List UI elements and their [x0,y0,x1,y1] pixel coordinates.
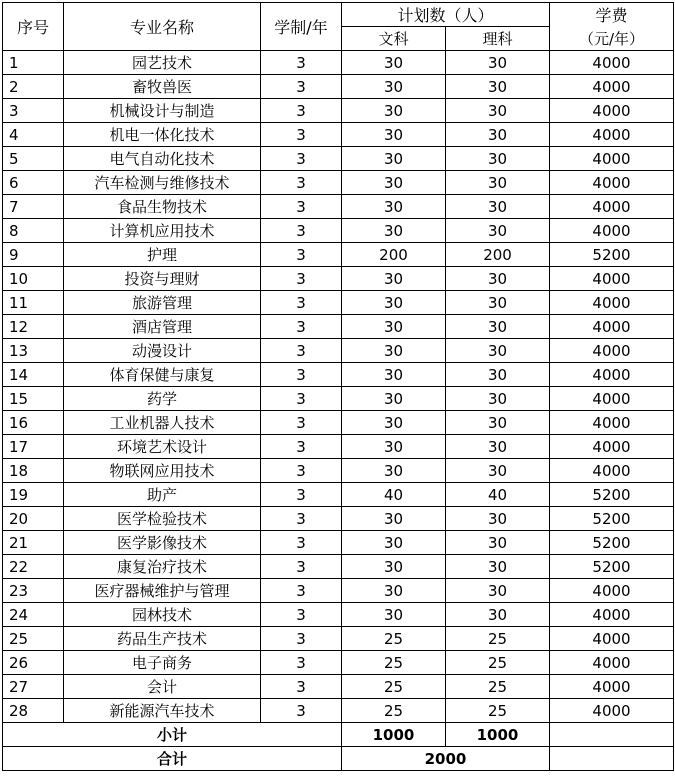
table-row [3,123,674,147]
row-fee: 4000 [550,99,674,123]
table-row [3,243,674,267]
row-fee: 4000 [550,699,674,723]
header-plan-science: 理科 [446,27,550,51]
row-major: 旅游管理 [64,291,261,315]
table-row [3,99,674,123]
row-plan-arts: 30 [342,171,446,195]
header-fee: 学费 [550,3,674,27]
row-fee: 4000 [550,219,674,243]
table-row [3,531,674,555]
row-fee: 4000 [550,195,674,219]
row-plan-science: 30 [446,123,550,147]
row-years: 3 [261,459,342,483]
row-plan-arts: 30 [342,339,446,363]
row-index: 1 [3,51,64,75]
table-header [3,3,674,51]
header-plan: 计划数（人） [342,3,550,27]
row-years: 3 [261,555,342,579]
row-plan-science: 30 [446,291,550,315]
row-years: 3 [261,51,342,75]
row-fee: 4000 [550,75,674,99]
row-major: 电气自动化技术 [64,147,261,171]
row-major: 药学 [64,387,261,411]
row-plan-arts: 25 [342,627,446,651]
row-plan-arts: 30 [342,291,446,315]
table-row [3,627,674,651]
row-plan-science: 30 [446,195,550,219]
row-plan-science: 30 [446,267,550,291]
row-plan-arts: 30 [342,123,446,147]
row-major: 物联网应用技术 [64,459,261,483]
row-index: 8 [3,219,64,243]
table-row [3,267,674,291]
row-fee: 4000 [550,459,674,483]
subtotal-label: 小计 [3,723,342,747]
table-row [3,339,674,363]
row-index: 27 [3,675,64,699]
row-plan-science: 30 [446,387,550,411]
row-years: 3 [261,219,342,243]
row-major: 动漫设计 [64,339,261,363]
row-fee: 5200 [550,507,674,531]
row-years: 3 [261,675,342,699]
row-major: 医学影像技术 [64,531,261,555]
row-index: 7 [3,195,64,219]
row-plan-arts: 30 [342,219,446,243]
row-major: 园林技术 [64,603,261,627]
row-plan-arts: 30 [342,363,446,387]
row-index: 28 [3,699,64,723]
subtotal-row [3,723,674,747]
row-plan-science: 30 [446,579,550,603]
row-major: 医学检验技术 [64,507,261,531]
row-plan-science: 25 [446,627,550,651]
row-plan-science: 30 [446,603,550,627]
row-major: 工业机器人技术 [64,411,261,435]
row-fee: 4000 [550,651,674,675]
row-fee: 4000 [550,147,674,171]
row-index: 10 [3,267,64,291]
row-plan-science: 25 [446,699,550,723]
row-major: 投资与理财 [64,267,261,291]
enrollment-plan-table [2,2,674,771]
table-body [3,51,674,723]
row-plan-arts: 40 [342,483,446,507]
row-plan-science: 30 [446,411,550,435]
row-plan-arts: 30 [342,555,446,579]
row-index: 20 [3,507,64,531]
row-plan-science: 30 [446,435,550,459]
row-plan-arts: 25 [342,699,446,723]
row-years: 3 [261,387,342,411]
row-plan-arts: 25 [342,651,446,675]
row-years: 3 [261,531,342,555]
row-index: 12 [3,315,64,339]
table-row [3,147,674,171]
total-fee-empty [550,747,674,771]
row-index: 14 [3,363,64,387]
row-index: 26 [3,651,64,675]
table-row [3,291,674,315]
row-years: 3 [261,339,342,363]
row-plan-science: 30 [446,171,550,195]
row-major: 环境艺术设计 [64,435,261,459]
subtotal-fee-empty [550,723,674,747]
row-fee: 4000 [550,411,674,435]
row-fee: 4000 [550,387,674,411]
table-row [3,555,674,579]
table-row [3,507,674,531]
subtotal-science: 1000 [446,723,550,747]
row-index: 23 [3,579,64,603]
row-fee: 5200 [550,531,674,555]
row-index: 21 [3,531,64,555]
row-major: 康复治疗技术 [64,555,261,579]
row-years: 3 [261,267,342,291]
table-footer [3,723,674,771]
table-row [3,219,674,243]
row-plan-science: 40 [446,483,550,507]
total-label: 合计 [3,747,342,771]
row-fee: 4000 [550,603,674,627]
row-years: 3 [261,627,342,651]
row-fee: 4000 [550,435,674,459]
table-row [3,699,674,723]
row-plan-arts: 30 [342,147,446,171]
header-major: 专业名称 [64,3,261,51]
row-index: 13 [3,339,64,363]
row-years: 3 [261,75,342,99]
row-years: 3 [261,483,342,507]
row-index: 24 [3,603,64,627]
row-major: 新能源汽车技术 [64,699,261,723]
table-row [3,363,674,387]
table-row [3,651,674,675]
row-years: 3 [261,243,342,267]
row-years: 3 [261,147,342,171]
row-plan-arts: 30 [342,579,446,603]
row-major: 食品生物技术 [64,195,261,219]
row-fee: 4000 [550,171,674,195]
row-years: 3 [261,99,342,123]
row-fee: 4000 [550,579,674,603]
row-plan-science: 30 [446,339,550,363]
row-index: 11 [3,291,64,315]
row-plan-arts: 30 [342,315,446,339]
row-fee: 4000 [550,363,674,387]
row-plan-science: 30 [446,507,550,531]
table-row [3,675,674,699]
row-plan-arts: 25 [342,675,446,699]
row-plan-science: 30 [446,363,550,387]
row-major: 酒店管理 [64,315,261,339]
row-years: 3 [261,291,342,315]
row-plan-science: 30 [446,51,550,75]
row-plan-science: 200 [446,243,550,267]
row-fee: 4000 [550,627,674,651]
table-row [3,387,674,411]
row-plan-arts: 30 [342,531,446,555]
row-fee: 4000 [550,315,674,339]
row-plan-science: 30 [446,99,550,123]
table-row [3,411,674,435]
row-plan-arts: 30 [342,267,446,291]
row-plan-arts: 30 [342,435,446,459]
total-row [3,747,674,771]
table-row [3,483,674,507]
row-major: 机电一体化技术 [64,123,261,147]
row-plan-arts: 30 [342,603,446,627]
row-years: 3 [261,315,342,339]
row-fee: 5200 [550,483,674,507]
row-fee: 4000 [550,291,674,315]
row-years: 3 [261,411,342,435]
row-plan-science: 30 [446,75,550,99]
row-plan-arts: 30 [342,459,446,483]
row-plan-science: 25 [446,651,550,675]
row-index: 6 [3,171,64,195]
row-index: 18 [3,459,64,483]
table-row [3,171,674,195]
row-major: 计算机应用技术 [64,219,261,243]
subtotal-arts: 1000 [342,723,446,747]
row-years: 3 [261,123,342,147]
row-plan-science: 30 [446,219,550,243]
row-plan-arts: 30 [342,387,446,411]
row-fee: 5200 [550,243,674,267]
row-years: 3 [261,603,342,627]
row-years: 3 [261,507,342,531]
row-plan-science: 30 [446,147,550,171]
row-major: 畜牧兽医 [64,75,261,99]
row-major: 药品生产技术 [64,627,261,651]
header-plan-arts: 文科 [342,27,446,51]
table-row [3,459,674,483]
row-major: 护理 [64,243,261,267]
row-major: 会计 [64,675,261,699]
row-fee: 4000 [550,675,674,699]
row-index: 16 [3,411,64,435]
row-index: 22 [3,555,64,579]
table-row [3,603,674,627]
row-plan-science: 30 [446,531,550,555]
row-plan-science: 25 [446,675,550,699]
row-major: 助产 [64,483,261,507]
header-years: 学制/年 [261,3,342,51]
row-plan-arts: 30 [342,195,446,219]
row-index: 2 [3,75,64,99]
row-fee: 4000 [550,339,674,363]
table-row [3,195,674,219]
row-years: 3 [261,171,342,195]
total-value: 2000 [342,747,550,771]
row-major: 体育保健与康复 [64,363,261,387]
row-years: 3 [261,579,342,603]
row-plan-science: 30 [446,459,550,483]
row-plan-science: 30 [446,315,550,339]
row-major: 汽车检测与维修技术 [64,171,261,195]
row-years: 3 [261,651,342,675]
row-index: 5 [3,147,64,171]
table-row [3,51,674,75]
row-fee: 4000 [550,123,674,147]
row-plan-science: 30 [446,555,550,579]
row-major: 园艺技术 [64,51,261,75]
row-years: 3 [261,195,342,219]
row-index: 19 [3,483,64,507]
row-major: 电子商务 [64,651,261,675]
row-plan-arts: 30 [342,51,446,75]
row-major: 医疗器械维护与管理 [64,579,261,603]
table-row [3,579,674,603]
row-plan-arts: 30 [342,75,446,99]
row-fee: 5200 [550,555,674,579]
table-row [3,435,674,459]
row-plan-arts: 200 [342,243,446,267]
row-index: 17 [3,435,64,459]
table-row [3,75,674,99]
row-years: 3 [261,435,342,459]
row-plan-arts: 30 [342,411,446,435]
row-plan-arts: 30 [342,507,446,531]
row-years: 3 [261,699,342,723]
row-fee: 4000 [550,267,674,291]
row-index: 4 [3,123,64,147]
row-fee: 4000 [550,51,674,75]
row-plan-arts: 30 [342,99,446,123]
header-index: 序号 [3,3,64,51]
header-fee-unit: （元/年） [550,27,674,51]
table-row [3,315,674,339]
row-index: 25 [3,627,64,651]
row-index: 3 [3,99,64,123]
row-index: 15 [3,387,64,411]
row-major: 机械设计与制造 [64,99,261,123]
row-years: 3 [261,363,342,387]
row-index: 9 [3,243,64,267]
